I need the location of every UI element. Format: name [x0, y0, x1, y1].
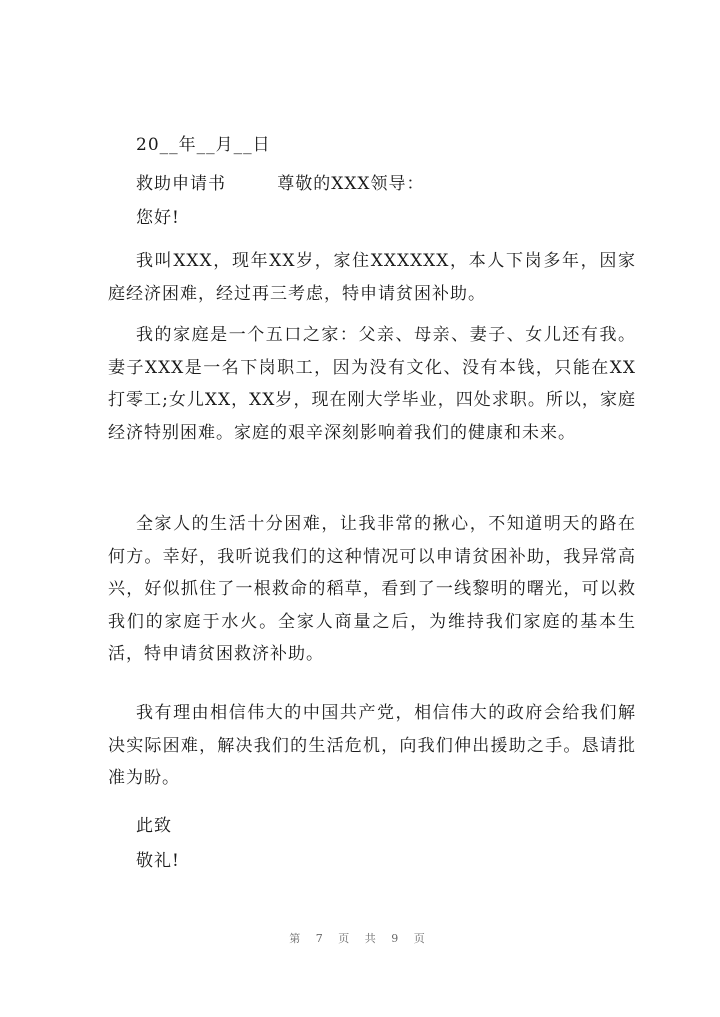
closing-line-1: 此致: [136, 816, 172, 836]
paragraph-intro: 我叫XXX，现年XX岁，家住XXXXXX，本人下岗多年，因家庭经济困难，经过再三考虑，特申请贫困补助。: [108, 251, 636, 304]
paragraph-request: 我有理由相信伟大的中国共产党，相信伟大的政府会给我们解决实际困难，解决我们的生活危机，向我们伸出援助之手。恳请批准为盼。: [108, 703, 636, 789]
greeting: 您好!: [136, 208, 180, 228]
title-line: 救助申请书 尊敬的XXX领导：: [136, 174, 425, 194]
paragraph-family: 我的家庭是一个五口之家：父亲、母亲、妻子、女儿还有我。妻子XXX是一名下岗职工，因为没有文化、没有本钱，只能在XX打零工;女儿XX，XX岁，现在刚大学毕业，四处求职。所以，家庭经济特别困难。家庭的艰辛深刻影响着我们的健康和未来。: [108, 325, 636, 443]
date-line: 20__年__月__日: [136, 135, 271, 155]
paragraph-hardship: 全家人的生活十分困难，让我非常的揪心，不知道明天的路在何方。幸好，我听说我们的这种情况可以申请贫困补助，我异常高兴，好似抓住了一根救命的稻草，看到了一线黎明的曙光，可以救我们的家庭于水火。全家人商量之后，为维持我们家庭的基本生活，特申请贫困救济补助。: [108, 514, 636, 665]
closing-line-2: 敬礼!: [136, 851, 180, 871]
page-number-footer: 第 7 页 共 9 页: [289, 932, 431, 945]
